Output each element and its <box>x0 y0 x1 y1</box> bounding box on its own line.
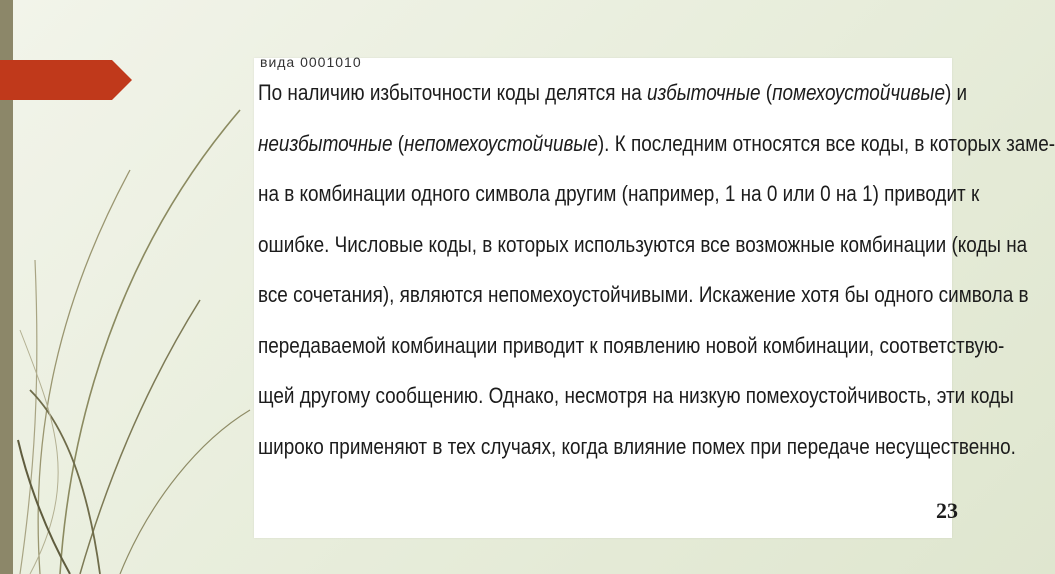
text-segment: По наличию избыточности коды делятся на <box>258 80 647 105</box>
text-segment: ( <box>760 80 773 105</box>
top-fragment-text: вида 0001010 <box>260 54 362 70</box>
text-segment: на в комбинации одного символа другим (например, 1 на 0 или 0 на 1) приводит к <box>258 181 980 206</box>
text-line <box>258 131 1055 157</box>
italic-term: непомехоустойчивые <box>404 130 598 156</box>
text-line <box>258 282 1029 308</box>
text-segment: все сочетания), являются непомехоустойчивыми. Искажение хотя бы одного символа в <box>258 282 1029 307</box>
text-line <box>258 383 1014 409</box>
italic-term: неизбыточные <box>258 130 393 156</box>
text-segment: передаваемой комбинации приводит к появлению новой комбинации, соответствую- <box>258 332 1005 358</box>
text-segment: ) и <box>944 80 968 105</box>
text-segment: ошибке. Числовые коды, в которых используются все возможные комбинации (коды на <box>258 231 1028 257</box>
text-line <box>258 333 1004 359</box>
italic-term: помехоустойчивые <box>772 80 945 105</box>
text-line <box>258 232 1027 258</box>
text-line <box>258 434 1016 460</box>
scanned-text-block <box>258 54 1055 538</box>
arrow-accent-icon <box>0 60 132 100</box>
text-segment: щей другому сообщению. Однако, несмотря на низкую помехоустойчивость, эти коды <box>258 383 1014 408</box>
italic-term: избыточные <box>646 80 761 105</box>
page-number: 23 <box>936 498 958 523</box>
text-line <box>258 181 979 207</box>
text-segment: ). К последним относятся все коды, в которых заме- <box>597 130 1055 156</box>
text-line <box>258 80 967 106</box>
scanned-page <box>254 54 1055 538</box>
text-segment: широко применяют в тех случаях, когда влияние помех при передаче несущественно. <box>258 433 1016 459</box>
text-segment: ( <box>392 130 405 156</box>
